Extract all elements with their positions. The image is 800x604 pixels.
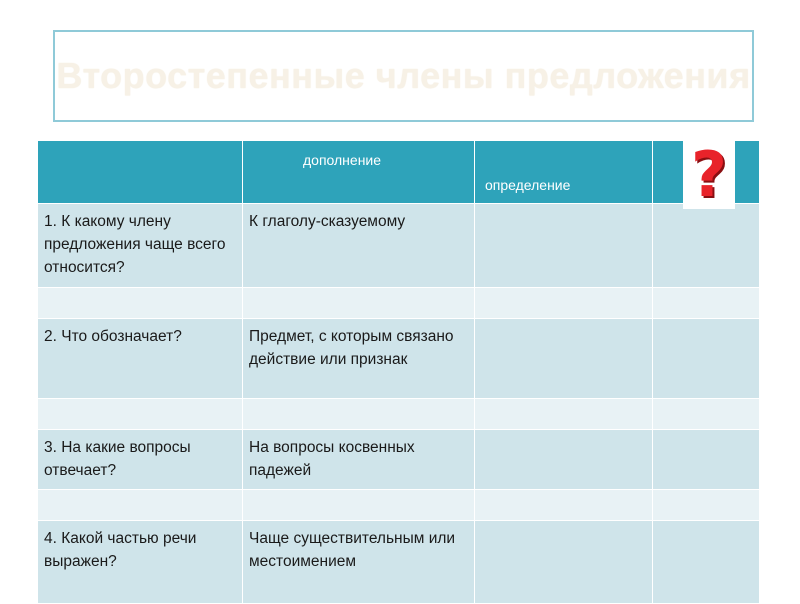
question-cell: 1. К какому члену предложения чаще всего относится? bbox=[38, 204, 243, 288]
empty-cell bbox=[653, 204, 760, 288]
spacer-row bbox=[38, 288, 760, 319]
header-cell-empty bbox=[38, 141, 243, 204]
header-label-dopolnenie: дополнение bbox=[303, 152, 382, 168]
empty-cell bbox=[475, 204, 653, 288]
table-row bbox=[38, 204, 760, 288]
header-cell-opredelenie bbox=[475, 141, 653, 204]
table-row bbox=[38, 430, 760, 490]
title-box bbox=[53, 30, 754, 122]
question-cell: 3. На какие вопросы отвечает? bbox=[38, 430, 243, 490]
answer-cell: На вопросы косвенных падежей bbox=[243, 430, 475, 490]
comparison-table bbox=[37, 140, 760, 604]
header-cell-dopolnenie bbox=[243, 141, 475, 204]
empty-cell bbox=[475, 521, 653, 604]
question-cell: 4. Какой частью речи выражен? bbox=[38, 521, 243, 604]
table-row bbox=[38, 319, 760, 399]
spacer-row bbox=[38, 490, 760, 521]
empty-cell bbox=[475, 319, 653, 399]
empty-cell bbox=[653, 521, 760, 604]
answer-cell: Предмет, с которым связано действие или признак bbox=[243, 319, 475, 399]
page-title: Второстепенные члены предложения bbox=[56, 55, 751, 96]
empty-cell bbox=[653, 430, 760, 490]
empty-cell bbox=[475, 430, 653, 490]
question-cell: 2. Что обозначает? bbox=[38, 319, 243, 399]
question-mark-icon bbox=[683, 138, 735, 211]
table-header-row bbox=[38, 141, 760, 204]
table-row bbox=[38, 521, 760, 604]
spacer-row bbox=[38, 399, 760, 430]
answer-cell: К глаголу-сказуемому bbox=[243, 204, 475, 288]
header-label-opredelenie: определение bbox=[485, 177, 571, 193]
empty-cell bbox=[653, 319, 760, 399]
question-mark-glyph: ? bbox=[691, 138, 727, 211]
answer-cell: Чаще существительным или местоимением bbox=[243, 521, 475, 604]
